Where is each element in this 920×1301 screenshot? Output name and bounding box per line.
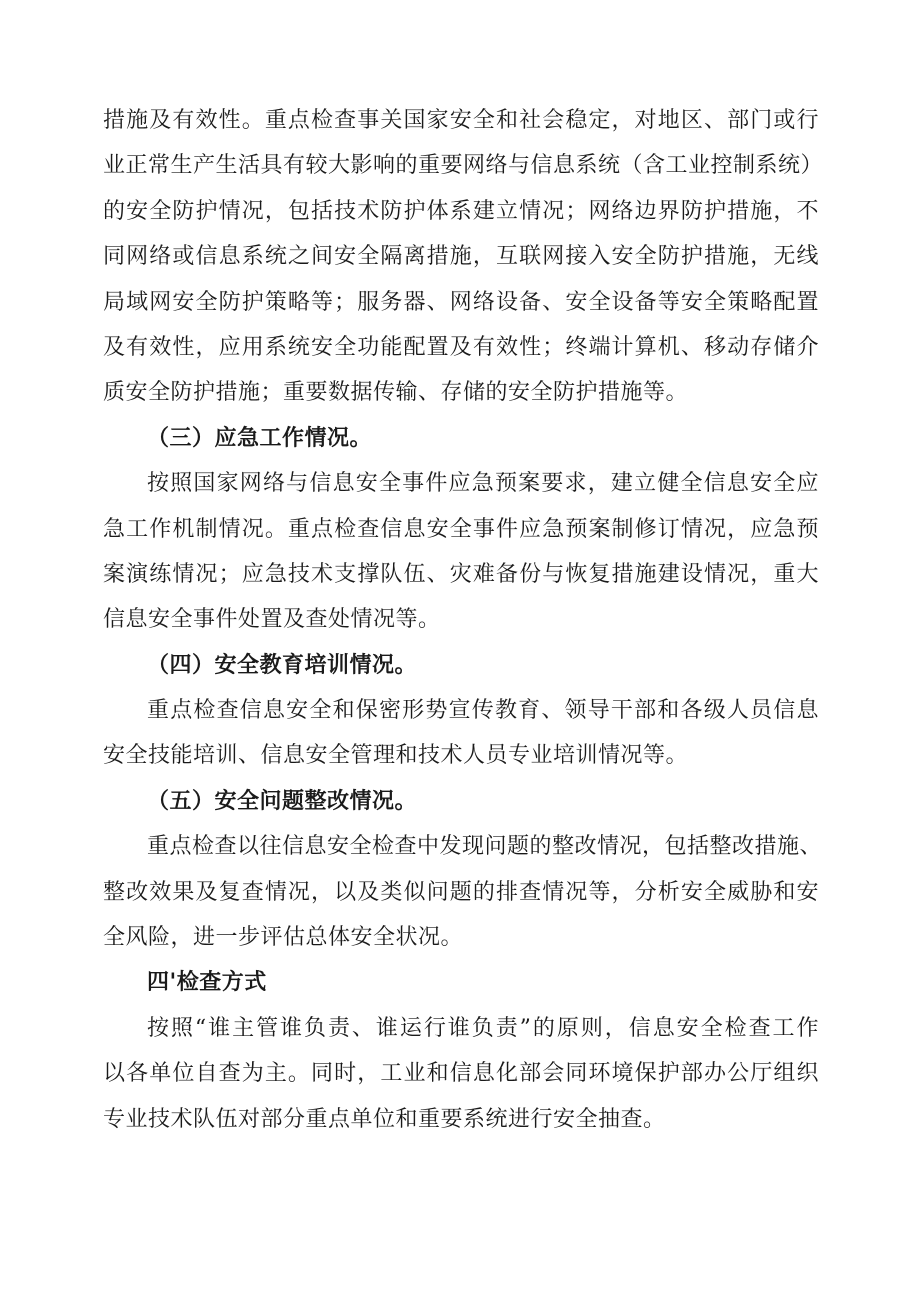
text-line: 的安全防护情况，包括技术防护体系建立情况；网络边界防护措施，不 (103, 198, 819, 224)
text-line: 局域网安全防护策略等；服务器、网络设备、安全设备等安全策略配置 (103, 289, 819, 315)
text-line: 重点检查以往信息安全检查中发现问题的整改情况，包括整改措施、 (147, 834, 823, 860)
text-line: 质安全防护措施；重要数据传输、存储的安全防护措施等。 (103, 380, 689, 406)
text-line: 及有效性，应用系统安全功能配置及有效性；终端计算机、移动存储介 (103, 334, 819, 360)
text-line: 安全技能培训、信息安全管理和技术人员专业培训情况等。 (103, 743, 689, 769)
text-line: 同网络或信息系统之间安全隔离措施，互联网接入安全防护措施，无线 (103, 244, 819, 270)
text-line: 以各单位自查为主。同时，工业和信息化部会同环境保护部办公厅组织 (103, 1061, 819, 1087)
paragraph-emergency-work (103, 461, 819, 643)
text-line: 整改效果及复查情况，以及类似问题的排查情况等，分析安全威胁和安 (103, 879, 819, 905)
text-line: 信息安全事件处置及查处情况等。 (103, 607, 441, 633)
text-line: 专业技术队伍对部分重点单位和重要系统进行安全抽查。 (103, 1106, 666, 1132)
paragraph-issue-rectification (103, 824, 823, 960)
text-line: 业正常生产生活具有较大影响的重要网络与信息系统（含工业控制系统） (103, 153, 824, 179)
text-line: 全风险，进一步评估总体安全状况。 (103, 925, 464, 951)
text-line: 按照国家网络与信息安全事件应急预案要求，建立健全信息安全应 (147, 471, 819, 497)
text-line: 重点检查信息安全和保密形势宣传教育、领导干部和各级人员信息 (147, 698, 819, 724)
paragraph-security-training (103, 688, 819, 779)
text-line: 急工作机制情况。重点检查信息安全事件应急预案制修订情况，应急预 (103, 516, 819, 542)
text-line: 案演练情况；应急技术支撑队伍、灾难备份与恢复措施建设情况，重大 (103, 561, 819, 587)
section-heading-inspection-method: 四'检查方式 (147, 970, 267, 996)
heading-issue-rectification: （五）安全问题整改情况。 (147, 788, 418, 814)
text-line: 措施及有效性。重点检查事关国家安全和社会稳定，对地区、部门或行 (103, 108, 819, 133)
heading-security-training: （四）安全教育培训情况。 (147, 652, 418, 678)
paragraph-inspection-method (103, 1006, 819, 1142)
document-page (103, 98, 824, 1142)
paragraph-security-measures (103, 98, 824, 416)
heading-emergency-work: （三）应急工作情况。 (147, 425, 373, 451)
text-line: 按照“谁主管谁负责、谁运行谁负责”的原则，信息安全检查工作 (147, 1015, 819, 1041)
